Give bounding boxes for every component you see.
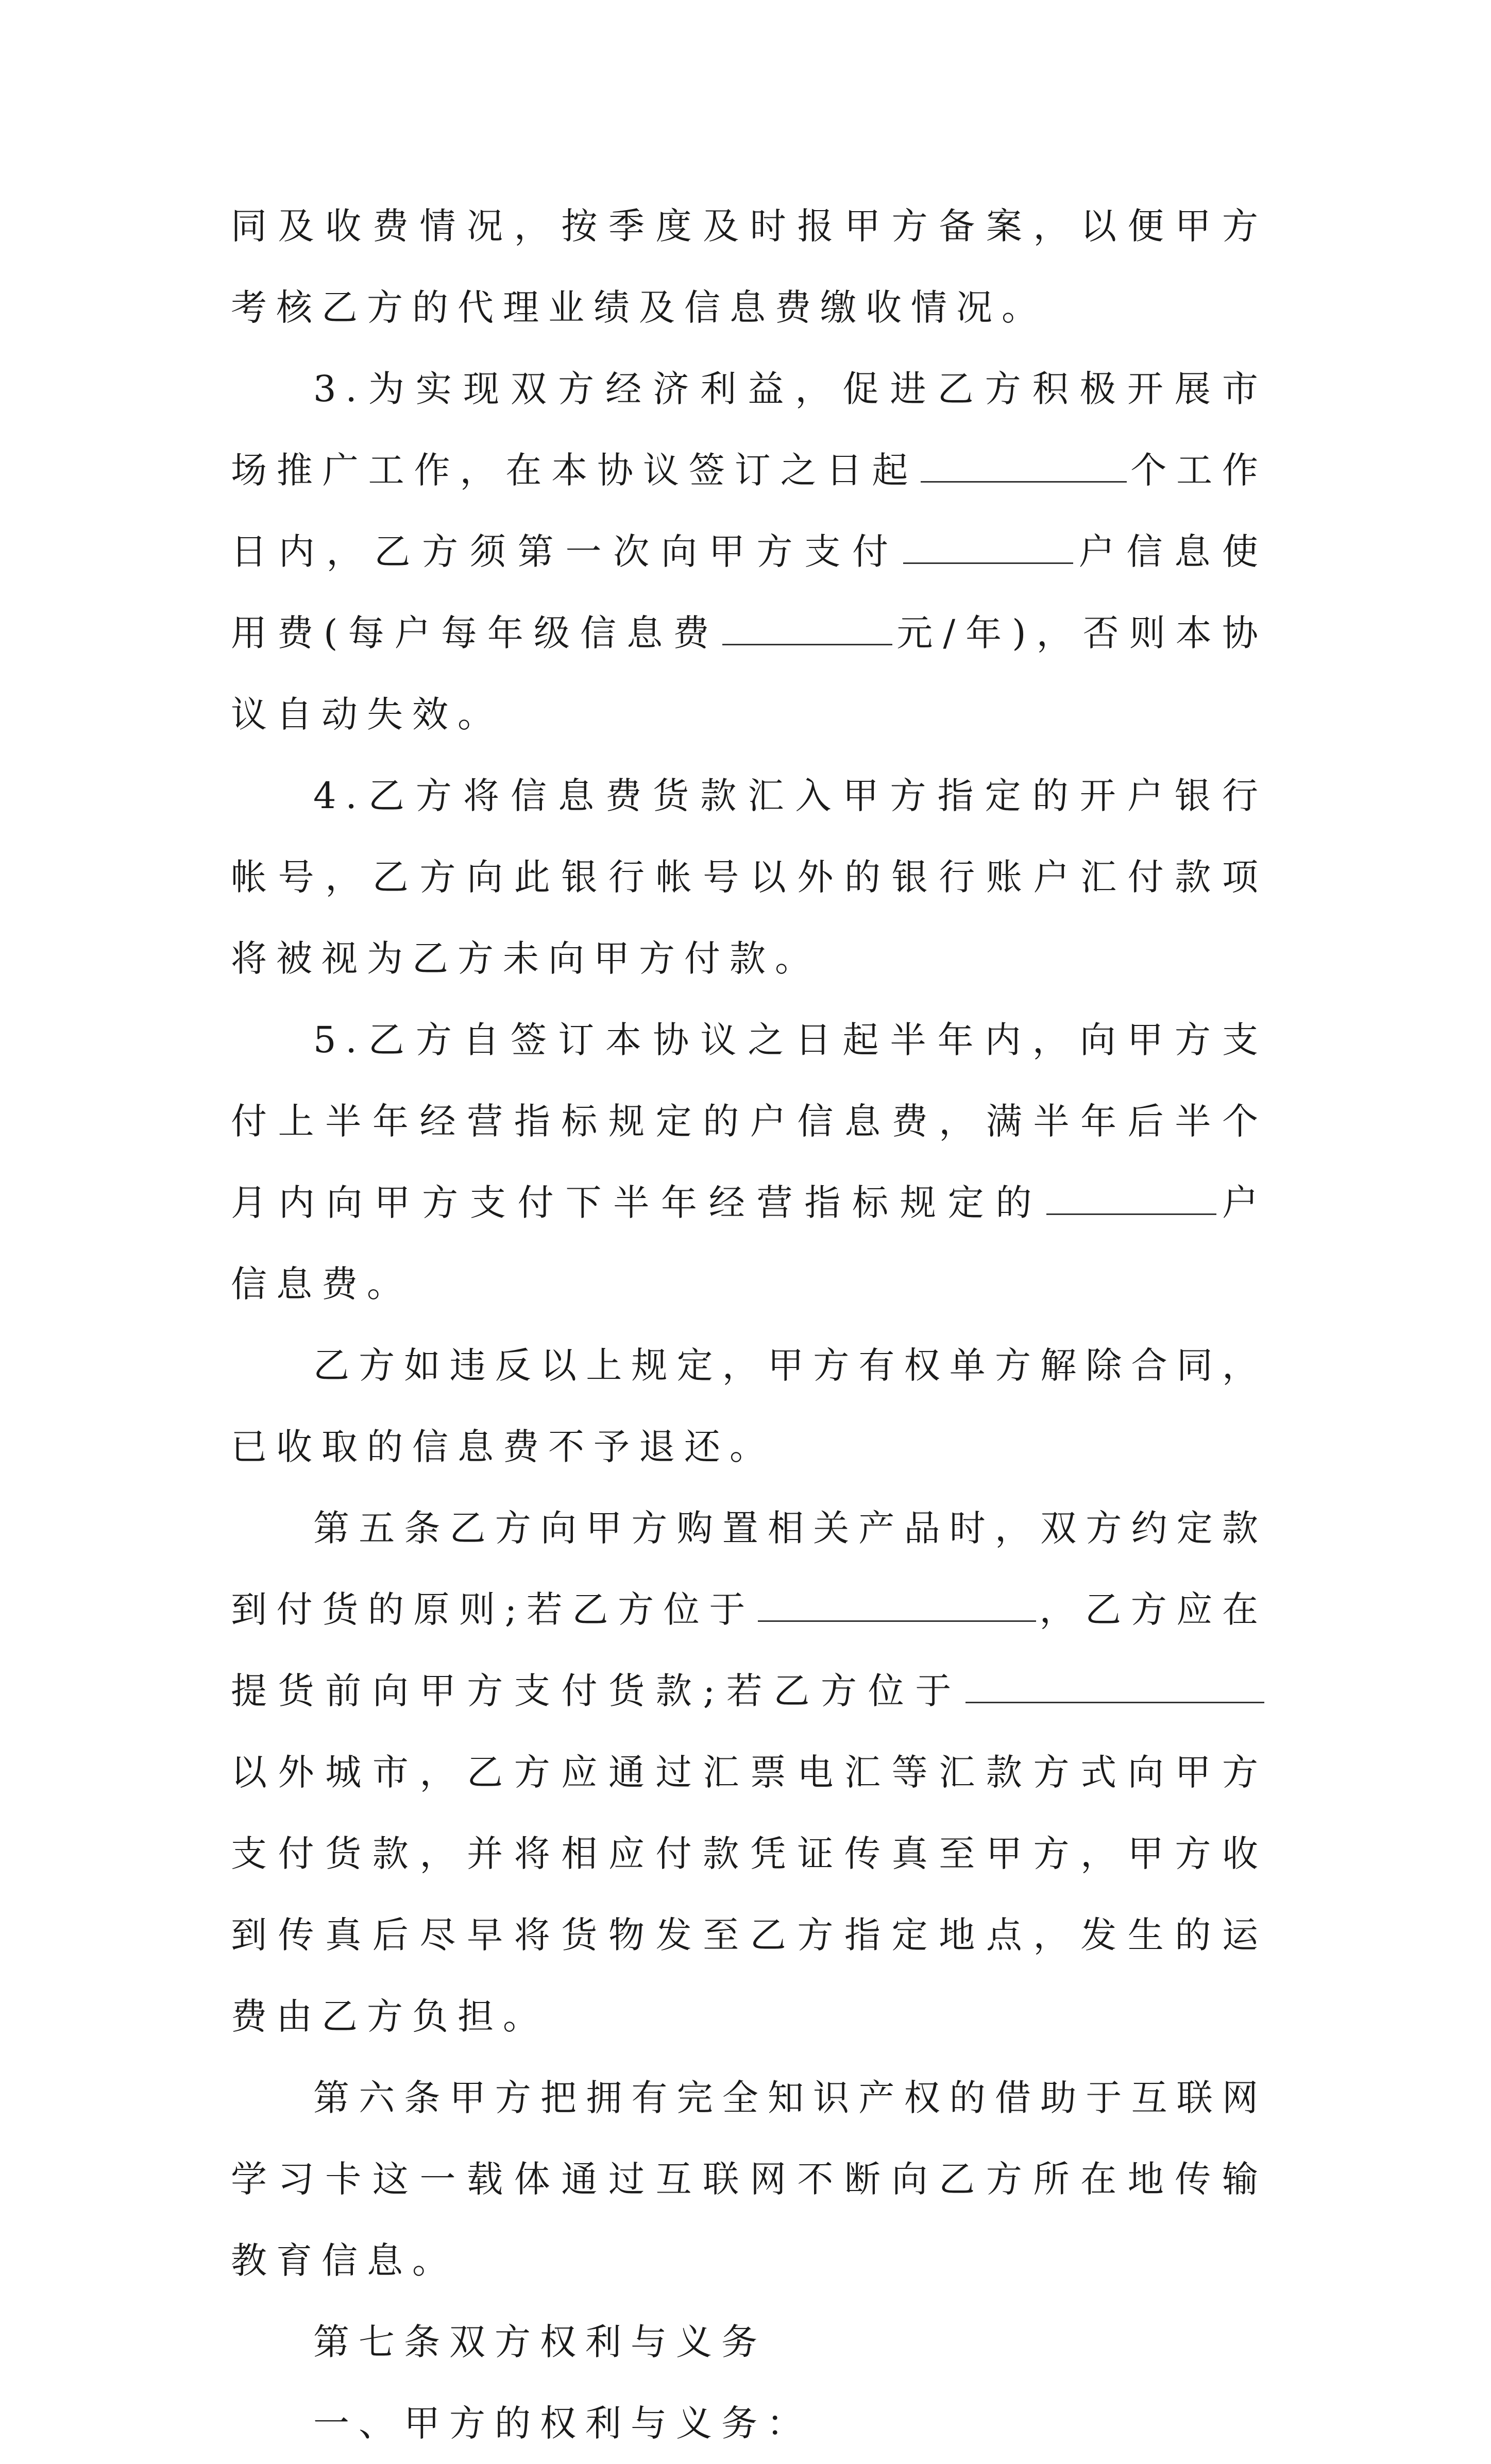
paragraph-4 bbox=[231, 999, 1267, 1325]
paragraph-6-part-2: ，乙方应在提货前向甲方支付货款;若乙方位于 bbox=[231, 1588, 1267, 1712]
paragraph-4-part-2: 户信息费。 bbox=[231, 1182, 1268, 1305]
paragraph-3 bbox=[231, 755, 1267, 999]
paragraph-1 bbox=[231, 185, 1267, 348]
blank-workdays bbox=[921, 449, 1127, 483]
paragraph-3-text: 4.乙方将信息费货款汇入甲方指定的开户银行帐号，乙方向此银行帐号以外的银行账户汇付款项将被视为乙方未向甲方付款。 bbox=[231, 775, 1267, 980]
paragraph-2-part-2: 个工作日内，乙方须第一次向甲方支付 bbox=[231, 449, 1268, 573]
paragraph-9 bbox=[231, 2383, 1267, 2464]
paragraph-2 bbox=[231, 348, 1267, 755]
document-body bbox=[231, 185, 1267, 2464]
blank-household-count bbox=[903, 531, 1073, 564]
paragraph-5-text: 乙方如违反以上规定，甲方有权单方解除合同，已收取的信息费不予退还。 bbox=[231, 1344, 1267, 1468]
paragraph-7-text: 第六条甲方把拥有完全知识产权的借助于互联网学习卡这一载体通过互联网不断向乙方所在地传输教育信息。 bbox=[231, 2077, 1267, 2282]
paragraph-1-text: 同及收费情况，按季度及时报甲方备案，以便甲方考核乙方的代理业绩及信息费缴收情况。 bbox=[231, 205, 1267, 329]
paragraph-5 bbox=[231, 1325, 1267, 1487]
paragraph-8 bbox=[231, 2301, 1267, 2383]
blank-location-1 bbox=[758, 1588, 1036, 1622]
paragraph-2-part-4: 元/年)，否则本协议自动失效。 bbox=[231, 612, 1267, 735]
paragraph-2-part-3: 户信息使用费(每户每年级信息费 bbox=[231, 531, 1268, 654]
blank-second-half-households bbox=[1046, 1182, 1216, 1215]
paragraph-9-text: 一、甲方的权利与义务： bbox=[313, 2402, 812, 2444]
blank-location-2 bbox=[965, 1670, 1264, 1703]
paragraph-6-part-1: 第五条乙方向甲方购置相关产品时，双方约定款到付货的原则;若乙方位于 bbox=[231, 1507, 1267, 1631]
paragraph-7 bbox=[231, 2057, 1267, 2301]
paragraph-8-text: 第七条双方权利与义务 bbox=[313, 2321, 767, 2363]
paragraph-4-part-1: 5.乙方自签订本协议之日起半年内，向甲方支付上半年经营指标规定的户信息费，满半年后半个月内向甲方支付下半年经营指标规定的 bbox=[231, 1019, 1267, 1224]
paragraph-2-part-1: 3.为实现双方经济利益，促进乙方积极开展市场推广工作，在本协议签订之日起 bbox=[231, 368, 1267, 491]
paragraph-6 bbox=[231, 1487, 1267, 2057]
paragraph-6-part-3: 以外城市，乙方应通过汇票电汇等汇款方式向甲方支付货款，并将相应付款凭证传真至甲方，甲方收到传真后尽早将货物发至乙方指定地点，发生的运费由乙方负担。 bbox=[231, 1751, 1267, 2038]
blank-fee-amount bbox=[722, 612, 892, 645]
